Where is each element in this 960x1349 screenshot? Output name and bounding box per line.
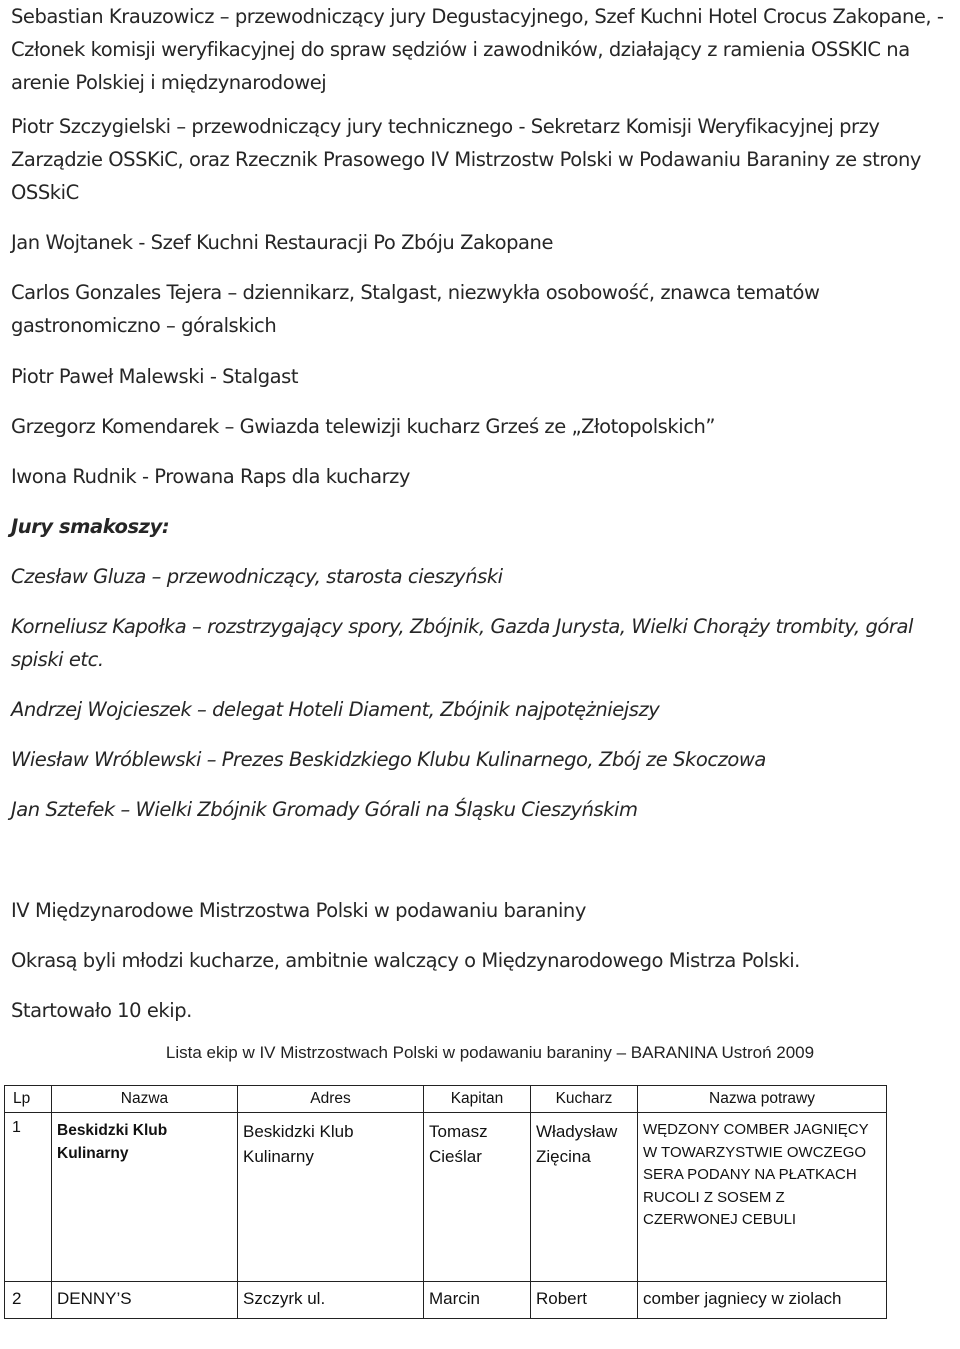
- cell-lp: 2: [5, 1282, 52, 1319]
- cell-address: Beskidzki Klub Kulinarny: [238, 1113, 424, 1282]
- paragraph-andrzej-wojcieszek: Andrzej Wojcieszek – delegat Hoteli Diament, Zbójnik najpotężniejszy: [11, 698, 660, 721]
- cell-lp: 1: [5, 1113, 52, 1282]
- cell-captain: Tomasz Cieślar: [424, 1113, 531, 1282]
- section-title-championship: IV Międzynarodowe Mistrzostwa Polski w podawaniu baraniny: [11, 899, 586, 922]
- paragraph-piotr-szczygielski: Piotr Szczygielski – przewodniczący jury technicznego - Sekretarz Komisji Weryfikacyjnej przy Zarządzie OSSKiC, oraz Rzecznik Prasowego IV Mistrzostw Polski w Podawaniu Baraniny ze strony OSSkiC: [11, 115, 921, 204]
- paragraph-czeslaw-gluza: Czesław Gluza – przewodniczący, starosta cieszyński: [11, 565, 503, 588]
- paragraph-jan-wojtanek: Jan Wojtanek - Szef Kuchni Restauracji Po Zbóju Zakopane: [11, 231, 553, 254]
- table-row: [5, 1282, 887, 1319]
- header-kucharz: Kucharz: [531, 1086, 638, 1113]
- cell-team-name: DENNY’S: [52, 1282, 238, 1319]
- cell-cook: Władysław Zięcina: [531, 1113, 638, 1282]
- cell-dish: comber jagniecy w ziolach: [638, 1282, 887, 1319]
- teams-table: [4, 1085, 887, 1319]
- table-caption: Lista ekip w IV Mistrzostwach Polski w podawaniu baraniny – BARANINA Ustroń 2009: [165, 1043, 815, 1062]
- paragraph-piotr-malewski: Piotr Paweł Malewski - Stalgast: [11, 365, 299, 388]
- cell-cook: Robert: [531, 1282, 638, 1319]
- table-header-row: [5, 1086, 887, 1113]
- header-adres: Adres: [238, 1086, 424, 1113]
- paragraph-sebastian-krauzowicz: Sebastian Krauzowicz – przewodniczący jury Degustacyjnego, Szef Kuchni Hotel Crocus Zakopane, - Członek komisji weryfikacyjnej do spraw sędziów i zawodników, działający z ramienia OSSKIC na arenie Polskiej i międzynarodowej: [11, 5, 944, 94]
- header-nazwa-potrawy: Nazwa potrawy: [638, 1086, 887, 1113]
- paragraph-korneliusz-kapolka: Korneliusz Kapołka – rozstrzygający spory, Zbójnik, Gazda Jurysta, Wielki Chorąży trombity, góral spiski etc.: [11, 615, 913, 671]
- paragraph-jan-sztefek: Jan Sztefek – Wielki Zbójnik Gromady Górali na Śląsku Cieszyńskim: [11, 798, 638, 821]
- paragraph-iwona-rudnik: Iwona Rudnik - Prowana Raps dla kucharzy: [11, 465, 411, 488]
- paragraph-grzegorz-komendarek: Grzegorz Komendarek – Gwiazda telewizji kucharz Grześ ze „Złotopolskich”: [11, 415, 716, 438]
- paragraph-wieslaw-wroblewski: Wiesław Wróblewski – Prezes Beskidzkiego Klubu Kulinarnego, Zbój ze Skoczowa: [11, 748, 766, 771]
- header-kapitan: Kapitan: [424, 1086, 531, 1113]
- paragraph-carlos-gonzales: Carlos Gonzales Tejera – dziennikarz, Stalgast, niezwykła osobowość, znawca tematów gastronomiczno – góralskich: [11, 281, 820, 337]
- header-nazwa: Nazwa: [52, 1086, 238, 1113]
- heading-jury-smakoszy: Jury smakoszy:: [11, 515, 170, 538]
- header-lp: Lp: [5, 1086, 52, 1113]
- cell-captain: Marcin: [424, 1282, 531, 1319]
- table-row: [5, 1113, 887, 1282]
- paragraph-young-cooks: Okrasą byli młodzi kucharze, ambitnie walczący o Międzynarodowego Mistrza Polski.: [11, 949, 800, 972]
- cell-dish: WĘDZONY COMBER JAGNIĘCY W TOWARZYSTWIE OWCZEGO SERA PODANY NA PŁATKACH RUCOLI Z SOSEM Z CZERWONEJ CEBULI: [638, 1113, 887, 1282]
- paragraph-team-count: Startowało 10 ekip.: [11, 999, 192, 1022]
- cell-address: Szczyrk ul.: [238, 1282, 424, 1319]
- cell-team-name: Beskidzki Klub Kulinarny: [52, 1113, 238, 1282]
